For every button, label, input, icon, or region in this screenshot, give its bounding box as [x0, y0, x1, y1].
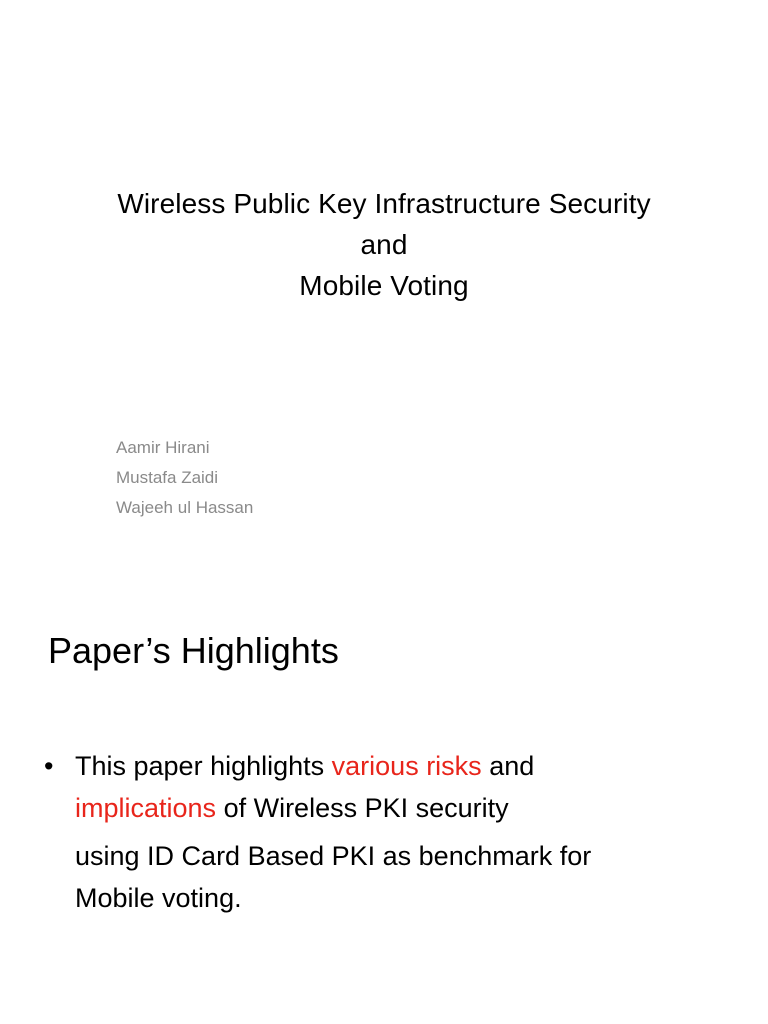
author-name: Mustafa Zaidi — [116, 468, 219, 487]
highlights-slide — [0, 580, 768, 1024]
author-list — [116, 433, 253, 523]
title-line-2: and — [360, 229, 408, 260]
bullet-list — [44, 745, 734, 919]
title-line-3: Mobile Voting — [299, 270, 469, 301]
highlighted-text: various risks — [331, 751, 482, 781]
bullet-line-4: Mobile voting. — [75, 883, 242, 913]
author-name: Aamir Hirani — [116, 438, 210, 457]
bullet-text: of Wireless PKI security — [216, 793, 509, 823]
title-line-1: Wireless Public Key Infrastructure Security — [117, 188, 651, 219]
bullet-line-2 — [75, 787, 734, 829]
bullet-point-icon: • — [44, 751, 54, 781]
highlighted-text: implications — [75, 793, 217, 823]
author-name: Wajeeh ul Hassan — [116, 498, 254, 517]
slide-heading: Paper’s Highlights — [48, 630, 339, 671]
bullet-line-3: using ID Card Based PKI as benchmark for — [75, 841, 592, 871]
bullet-item — [44, 745, 734, 919]
bullet-text: This paper highlights — [75, 751, 332, 781]
presentation-title — [0, 183, 768, 306]
bullet-text: and — [481, 751, 535, 781]
bullet-line-1 — [75, 745, 734, 787]
